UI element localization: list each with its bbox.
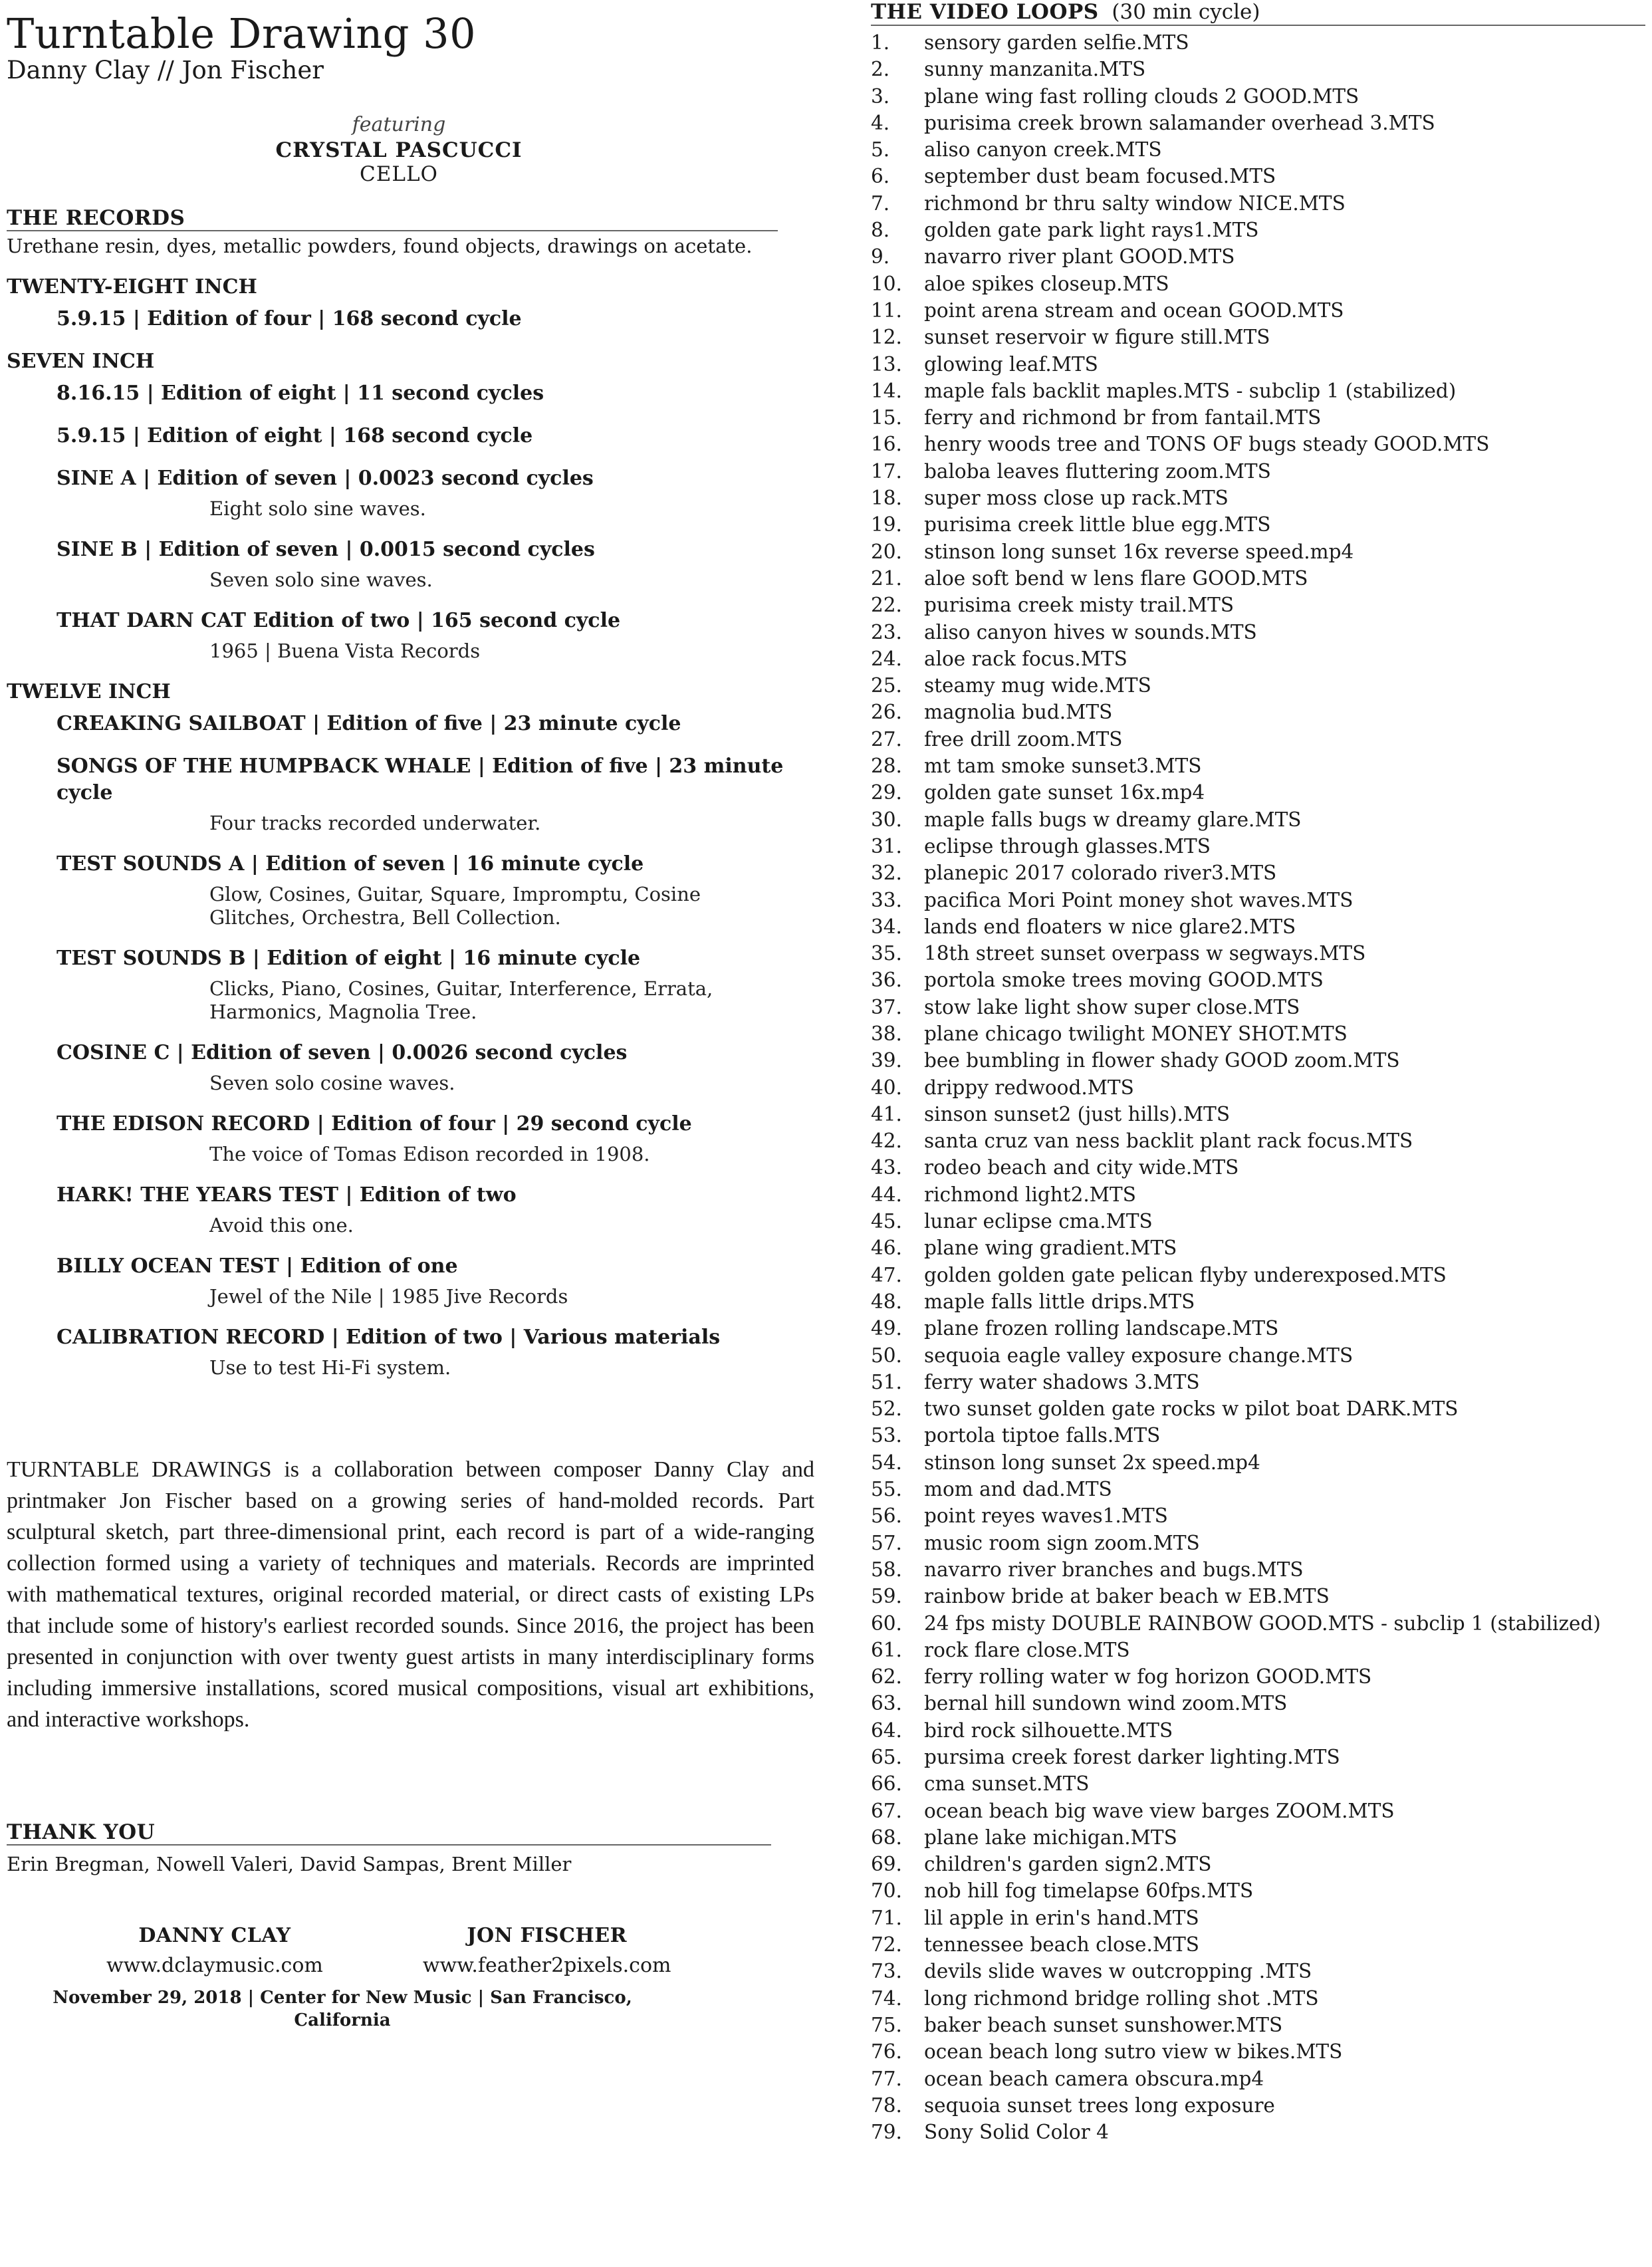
video-loop-number: 37. — [871, 995, 902, 1018]
video-loop-item — [871, 1824, 1645, 1851]
video-loop-filename: stinson long sunset 16x reverse speed.mp4 — [924, 540, 1354, 563]
featuring-instrument: CELLO — [360, 162, 438, 186]
page-title: Turntable Drawing 30 — [7, 9, 477, 58]
video-loop-filename: sinson sunset2 (just hills).MTS — [924, 1102, 1231, 1126]
video-loop-number: 34. — [871, 915, 902, 938]
video-loop-number: 5. — [871, 138, 890, 162]
record-note: Clicks, Piano, Cosines, Guitar, Interference, Errata, Harmonics, Magnolia Tree. — [209, 977, 713, 1023]
video-loop-number: 72. — [871, 1933, 902, 1957]
video-loop-item — [871, 1262, 1645, 1288]
video-loop-item — [871, 271, 1645, 297]
video-loop-filename: sunset reservoir w figure still.MTS — [924, 326, 1270, 349]
video-loop-item — [871, 726, 1645, 753]
video-loop-item — [871, 1905, 1645, 1931]
video-loop-number: 48. — [871, 1290, 902, 1313]
video-loop-filename: music room sign zoom.MTS — [924, 1531, 1200, 1554]
video-loop-filename: sunny manzanita.MTS — [924, 58, 1146, 81]
record-entry: 8.16.15 | Edition of eight | 11 second cycles — [57, 382, 544, 405]
credits — [7, 1923, 678, 1980]
video-loop-filename: free drill zoom.MTS — [924, 727, 1123, 751]
video-loop-filename: richmond br thru salty window NICE.MTS — [924, 191, 1346, 215]
video-loop-item — [871, 565, 1645, 592]
video-loop-item — [871, 1020, 1645, 1047]
video-loop-number: 56. — [871, 1504, 902, 1528]
video-loop-number: 44. — [871, 1183, 902, 1206]
video-loop-item — [871, 243, 1645, 270]
video-loop-number: 59. — [871, 1585, 902, 1608]
video-loop-filename: pacifica Mori Point money shot waves.MTS — [924, 888, 1354, 911]
video-loop-item — [871, 485, 1645, 511]
video-loop-item — [871, 1690, 1645, 1717]
video-loop-number: 66. — [871, 1772, 902, 1796]
record-entry: 5.9.15 | Edition of eight | 168 second cycle — [57, 424, 533, 447]
video-loop-number: 33. — [871, 888, 902, 911]
video-loop-number: 9. — [871, 245, 890, 269]
video-loop-filename: aliso canyon hives w sounds.MTS — [924, 620, 1257, 644]
video-loop-number: 12. — [871, 326, 902, 349]
video-loop-item — [871, 1208, 1645, 1235]
video-loop-item — [871, 779, 1645, 806]
video-loop-item — [871, 1985, 1645, 2012]
video-loop-filename: richmond light2.MTS — [924, 1183, 1136, 1206]
video-loop-item — [871, 29, 1645, 56]
video-loop-item — [871, 511, 1645, 538]
record-entry: SONGS OF THE HUMPBACK WHALE | Edition of five | 23 minute cycle — [57, 755, 784, 804]
record-note: Eight solo sine waves. — [209, 497, 426, 520]
video-loop-number: 24. — [871, 647, 902, 670]
video-loop-number: 3. — [871, 84, 890, 108]
records-list — [7, 274, 814, 1379]
credit-name: JON FISCHER — [467, 1924, 628, 1947]
credit-name: DANNY CLAY — [138, 1924, 291, 1947]
video-loop-filename: lil apple in erin's hand.MTS — [924, 1906, 1199, 1929]
video-loop-item — [871, 1101, 1645, 1128]
video-loop-number: 35. — [871, 942, 902, 965]
video-loop-number: 55. — [871, 1478, 902, 1501]
video-loop-filename: cma sunset.MTS — [924, 1772, 1090, 1796]
video-loop-item — [871, 1181, 1645, 1208]
video-loop-filename: plane wing gradient.MTS — [924, 1237, 1177, 1260]
video-loop-item — [871, 297, 1645, 324]
video-loop-filename: ferry rolling water w fog horizon GOOD.MTS — [924, 1665, 1372, 1689]
video-loop-number: 62. — [871, 1665, 902, 1689]
video-loop-filename: navarro river plant GOOD.MTS — [924, 245, 1235, 269]
video-loop-item — [871, 163, 1645, 189]
video-loop-filename: steamy mug wide.MTS — [924, 674, 1151, 697]
credit-jon-fischer — [423, 1923, 671, 1980]
video-loop-number: 15. — [871, 406, 902, 429]
video-loop-filename: nob hill fog timelapse 60fps.MTS — [924, 1879, 1254, 1903]
video-loop-number: 57. — [871, 1531, 902, 1554]
video-loop-item — [871, 940, 1645, 967]
record-note: Glow, Cosines, Guitar, Square, Impromptu, Cosine Glitches, Orchestra, Bell Collection. — [209, 883, 701, 929]
video-loop-item — [871, 458, 1645, 485]
record-entry: CREAKING SAILBOAT | Edition of five | 23 minute cycle — [57, 712, 681, 735]
video-loop-item — [871, 1449, 1645, 1476]
record-entry: BILLY OCEAN TEST | Edition of one — [57, 1254, 458, 1278]
video-loop-item — [871, 56, 1645, 82]
video-loop-number: 39. — [871, 1049, 902, 1072]
video-loop-item — [871, 1663, 1645, 1690]
video-loop-item — [871, 1288, 1645, 1315]
video-loop-item — [871, 1342, 1645, 1369]
video-loop-number: 77. — [871, 2067, 902, 2090]
record-entry: 5.9.15 | Edition of four | 168 second cycle — [57, 307, 522, 330]
video-loop-item — [871, 672, 1645, 699]
video-loop-number: 20. — [871, 540, 902, 563]
video-loop-item — [871, 2092, 1645, 2119]
video-loop-item — [871, 887, 1645, 913]
video-loop-filename: drippy redwood.MTS — [924, 1076, 1134, 1099]
record-entry: CALIBRATION RECORD | Edition of two | Various materials — [57, 1326, 721, 1349]
video-loop-number: 19. — [871, 513, 902, 537]
thanks-names: Erin Bregman, Nowell Valeri, David Sampas, Brent Miller — [7, 1853, 572, 1875]
video-loop-item — [871, 967, 1645, 993]
featuring-name: CRYSTAL PASCUCCI — [275, 138, 523, 162]
video-loop-filename: point arena stream and ocean GOOD.MTS — [924, 298, 1344, 322]
video-loop-number: 21. — [871, 566, 902, 590]
video-loop-item — [871, 404, 1645, 431]
record-entry: TEST SOUNDS B | Edition of eight | 16 minute cycle — [57, 947, 641, 970]
video-loop-item — [871, 431, 1645, 457]
record-size-heading: TWENTY-EIGHT INCH — [7, 275, 257, 298]
video-loop-item — [871, 1235, 1645, 1261]
record-note: Four tracks recorded underwater. — [209, 812, 541, 834]
video-loop-number: 61. — [871, 1638, 902, 1661]
video-loop-item — [871, 1958, 1645, 1984]
video-loop-number: 65. — [871, 1746, 902, 1768]
video-loop-number: 42. — [871, 1130, 902, 1153]
video-loop-number: 27. — [871, 727, 902, 751]
video-loop-number: 13. — [871, 352, 902, 376]
video-loop-item — [871, 2038, 1645, 2065]
video-loop-item — [871, 1476, 1645, 1502]
authors: Danny Clay // Jon Fischer — [7, 56, 324, 84]
video-loop-filename: aloe rack focus.MTS — [924, 647, 1127, 670]
video-loop-number: 4. — [871, 111, 890, 134]
video-loop-filename: bee bumbling in flower shady GOOD zoom.MTS — [924, 1049, 1400, 1072]
video-loop-filename: purisima creek misty trail.MTS — [924, 594, 1235, 617]
video-loop-number: 1. — [871, 31, 890, 54]
video-loop-filename: plane chicago twilight MONEY SHOT.MTS — [924, 1022, 1348, 1045]
video-loop-number: 74. — [871, 1986, 902, 2010]
video-loop-number: 11. — [871, 298, 902, 322]
video-loop-item — [871, 110, 1645, 136]
video-loop-number: 46. — [871, 1237, 902, 1260]
video-loop-filename: golden golden gate pelican flyby underexposed.MTS — [924, 1263, 1447, 1286]
video-loop-filename: plane frozen rolling landscape.MTS — [924, 1317, 1279, 1340]
video-loop-filename: maple fals backlit maples.MTS - subclip 1 (stabilized) — [924, 379, 1457, 402]
video-loop-item — [871, 83, 1645, 110]
video-loop-filename: magnolia bud.MTS — [924, 701, 1113, 724]
video-loop-filename: sequoia sunset trees long exposure — [924, 2093, 1275, 2117]
video-loop-number: 10. — [871, 272, 902, 295]
video-loop-number: 52. — [871, 1397, 902, 1421]
record-entry: HARK! THE YEARS TEST | Edition of two — [57, 1183, 517, 1207]
project-description: TURNTABLE DRAWINGS is a collaboration between composer Danny Clay and printmaker Jon Fischer based on a growing series of hand-molded records. Part sculptural sketch, part three-dimensional print, each record is part of a wide-ranging collection formed using a variety of techniques and materials. Records are imprinted with mathematical textures, original recorded material, or direct casts of existing LPs that include some of history's earliest recorded sounds. Since 2016, the project has been presented in conjunction with over twenty guest artists in many interdisciplinary forms including immersive installations, scored musical compositions, visual art exhibitions, and interactive workshops. — [7, 1457, 814, 1732]
video-loop-filename: rodeo beach and city wide.MTS — [924, 1156, 1239, 1179]
video-loop-number: 31. — [871, 834, 902, 858]
record-note: Seven solo cosine waves. — [209, 1072, 455, 1094]
loops-cycle: (30 min cycle) — [1112, 0, 1260, 24]
video-loop-number: 53. — [871, 1424, 902, 1447]
video-loop-number: 60. — [871, 1611, 902, 1635]
record-note: Use to test Hi-Fi system. — [209, 1356, 451, 1379]
video-loop-filename: mt tam smoke sunset3.MTS — [924, 755, 1202, 778]
video-loop-number: 45. — [871, 1210, 902, 1233]
record-note: Seven solo sine waves. — [209, 568, 433, 591]
video-loop-item — [871, 1851, 1645, 1877]
video-loop-item — [871, 646, 1645, 672]
video-loop-filename: plane wing fast rolling clouds 2 GOOD.MTS — [924, 84, 1359, 108]
video-loop-item — [871, 1530, 1645, 1556]
record-note: Jewel of the Nile | 1985 Jive Records — [209, 1285, 568, 1308]
record-entry: COSINE C | Edition of seven | 0.0026 second cycles — [57, 1041, 628, 1064]
video-loop-number: 16. — [871, 433, 902, 456]
record-size-heading: TWELVE INCH — [7, 680, 171, 703]
video-loop-item — [871, 1744, 1645, 1770]
video-loop-number: 30. — [871, 808, 902, 831]
video-loop-filename: golden gate park light rays1.MTS — [924, 219, 1259, 242]
video-loop-filename: ocean beach long sutro view w bikes.MTS — [924, 2040, 1343, 2064]
video-loop-item — [871, 592, 1645, 618]
event-info: November 29, 2018 | Center for New Music | San Francisco, California — [53, 1988, 632, 2030]
video-loop-filename: tennessee beach close.MTS — [924, 1933, 1199, 1957]
video-loop-number: 41. — [871, 1102, 902, 1126]
records-heading: THE RECORDS — [7, 206, 778, 231]
video-loop-number: 67. — [871, 1799, 902, 1822]
featuring-label: featuring — [352, 113, 446, 136]
video-loop-number: 79. — [871, 2121, 902, 2144]
record-note: 1965 | Buena Vista Records — [209, 640, 481, 662]
video-loop-item — [871, 619, 1645, 646]
video-loop-number: 17. — [871, 459, 902, 483]
video-loop-number: 50. — [871, 1344, 902, 1367]
video-loop-filename: rock flare close.MTS — [924, 1638, 1130, 1661]
thanks-heading: THANK YOU — [7, 1820, 771, 1846]
video-loop-number: 76. — [871, 2040, 902, 2064]
record-size-heading: SEVEN INCH — [7, 350, 155, 373]
video-loop-item — [871, 190, 1645, 217]
video-loop-filename: henry woods tree and TONS OF bugs steady GOOD.MTS — [924, 433, 1490, 456]
video-loop-filename: baloba leaves fluttering zoom.MTS — [924, 459, 1271, 483]
video-loop-item — [871, 699, 1645, 725]
video-loop-filename: ferry water shadows 3.MTS — [924, 1370, 1200, 1393]
video-loop-number: 68. — [871, 1826, 902, 1849]
record-entry: SINE B | Edition of seven | 0.0015 second cycles — [57, 538, 595, 561]
video-loop-item — [871, 2012, 1645, 2038]
video-loop-number: 63. — [871, 1692, 902, 1715]
video-loop-number: 6. — [871, 165, 890, 188]
video-loop-filename: glowing leaf.MTS — [924, 352, 1098, 376]
video-loop-item — [871, 753, 1645, 779]
video-loop-item — [871, 860, 1645, 886]
video-loop-filename: ocean beach big wave view barges ZOOM.MTS — [924, 1799, 1395, 1822]
video-loop-filename: september dust beam focused.MTS — [924, 165, 1276, 188]
video-loop-number: 75. — [871, 2013, 902, 2036]
video-loop-filename: children's garden sign2.MTS — [924, 1853, 1212, 1876]
video-loop-filename: sequoia eagle valley exposure change.MTS — [924, 1344, 1354, 1367]
video-loop-filename: Sony Solid Color 4 — [924, 2121, 1109, 2144]
video-loop-number: 64. — [871, 1719, 902, 1742]
video-loop-number: 28. — [871, 755, 902, 778]
video-loop-number: 70. — [871, 1879, 902, 1903]
video-loop-filename: aliso canyon creek.MTS — [924, 138, 1162, 162]
loops-heading — [871, 0, 1645, 26]
video-loop-filename: purisima creek little blue egg.MTS — [924, 513, 1271, 537]
video-loop-number: 23. — [871, 620, 902, 644]
video-loop-item — [871, 1074, 1645, 1101]
video-loop-filename: maple falls bugs w dreamy glare.MTS — [924, 808, 1302, 831]
video-loop-filename: maple falls little drips.MTS — [924, 1290, 1195, 1313]
video-loop-item — [871, 2066, 1645, 2092]
video-loop-item — [871, 833, 1645, 860]
video-loop-item — [871, 1583, 1645, 1610]
records-materials: Urethane resin, dyes, metallic powders, found objects, drawings on acetate. — [7, 235, 753, 257]
video-loop-filename: 24 fps misty DOUBLE RAINBOW GOOD.MTS - subclip 1 (stabilized) — [924, 1611, 1601, 1635]
video-loop-number: 73. — [871, 1960, 902, 1983]
record-entry: THAT DARN CAT Edition of two | 165 second cycle — [57, 609, 621, 632]
video-loop-number: 54. — [871, 1451, 902, 1474]
credit-url[interactable]: www.feather2pixels.com — [422, 1954, 671, 1977]
video-loop-item — [871, 1877, 1645, 1904]
video-loop-filename: lands end floaters w nice glare2.MTS — [924, 915, 1296, 938]
featuring-block — [7, 112, 791, 186]
loops-title: THE VIDEO LOOPS — [871, 0, 1099, 24]
video-loop-number: 78. — [871, 2093, 902, 2117]
video-loop-filename: ferry and richmond br from fantail.MTS — [924, 406, 1322, 429]
video-loop-filename: two sunset golden gate rocks w pilot boat DARK.MTS — [924, 1397, 1459, 1421]
video-loop-list — [871, 29, 1645, 2145]
video-loop-item — [871, 1931, 1645, 1958]
video-loop-item — [871, 217, 1645, 243]
video-loop-filename: mom and dad.MTS — [924, 1478, 1112, 1501]
video-loop-item — [871, 1637, 1645, 1663]
video-loop-number: 2. — [871, 58, 890, 81]
video-loop-item — [871, 1502, 1645, 1529]
video-loop-number: 40. — [871, 1076, 902, 1099]
video-loop-filename: golden gate sunset 16x.mp4 — [924, 781, 1205, 804]
video-loop-number: 14. — [871, 379, 902, 402]
video-loop-filename: navarro river branches and bugs.MTS — [924, 1558, 1304, 1581]
record-entry: TEST SOUNDS A | Edition of seven | 16 minute cycle — [57, 852, 644, 876]
video-loop-filename: santa cruz van ness backlit plant rack focus.MTS — [924, 1130, 1413, 1153]
video-loop-filename: plane lake michigan.MTS — [924, 1826, 1177, 1849]
video-loop-item — [871, 351, 1645, 378]
video-loop-item — [871, 2119, 1645, 2145]
credit-danny-clay — [106, 1923, 323, 1980]
video-loop-filename: rainbow bride at baker beach w EB.MTS — [924, 1585, 1330, 1608]
video-loop-item — [871, 1717, 1645, 1744]
video-loop-filename: aloe soft bend w lens flare GOOD.MTS — [924, 566, 1308, 590]
video-loop-filename: ocean beach camera obscura.mp4 — [924, 2067, 1264, 2090]
video-loop-item — [871, 913, 1645, 940]
video-loop-number: 58. — [871, 1558, 902, 1581]
video-loop-filename: stinson long sunset 2x speed.mp4 — [924, 1451, 1260, 1474]
video-loop-number: 7. — [871, 191, 890, 215]
video-loop-number: 51. — [871, 1370, 902, 1393]
video-loop-filename: portola tiptoe falls.MTS — [924, 1424, 1161, 1447]
video-loop-number: 49. — [871, 1317, 902, 1340]
video-loop-number: 71. — [871, 1906, 902, 1929]
video-loop-number: 25. — [871, 674, 902, 697]
video-loop-number: 18. — [871, 487, 902, 510]
video-loop-item — [871, 1047, 1645, 1074]
video-loop-item — [871, 1610, 1645, 1637]
video-loop-item — [871, 1556, 1645, 1583]
video-loop-item — [871, 1154, 1645, 1181]
record-entry: THE EDISON RECORD | Edition of four | 29 second cycle — [57, 1112, 692, 1135]
credit-url[interactable]: www.dclaymusic.com — [106, 1954, 323, 1977]
video-loop-filename: 18th street sunset overpass w segways.MTS — [924, 942, 1366, 965]
video-loop-item — [871, 1798, 1645, 1824]
record-entry: SINE A | Edition of seven | 0.0023 second cycles — [57, 467, 594, 490]
video-loop-item — [871, 378, 1645, 404]
video-loop-filename: pursima creek forest darker lighting.MTS — [924, 1746, 1340, 1768]
video-loop-filename: portola smoke trees moving GOOD.MTS — [924, 969, 1324, 992]
video-loop-filename: sensory garden selfie.MTS — [924, 31, 1189, 54]
video-loop-number: 32. — [871, 862, 902, 885]
video-loop-item — [871, 806, 1645, 833]
video-loop-item — [871, 994, 1645, 1020]
video-loop-number: 29. — [871, 781, 902, 804]
video-loop-filename: aloe spikes closeup.MTS — [924, 272, 1169, 295]
video-loop-item — [871, 1422, 1645, 1449]
video-loop-item — [871, 1369, 1645, 1395]
video-loop-filename: devils slide waves w outcropping .MTS — [924, 1960, 1312, 1983]
video-loop-filename: long richmond bridge rolling shot .MTS — [924, 1986, 1319, 2010]
video-loop-item — [871, 1770, 1645, 1797]
right-column — [871, 0, 1645, 2145]
video-loop-filename: super moss close up rack.MTS — [924, 487, 1229, 510]
video-loop-number: 38. — [871, 1022, 902, 1045]
left-column — [7, 9, 814, 2032]
video-loop-filename: bernal hill sundown wind zoom.MTS — [924, 1692, 1288, 1715]
video-loop-filename: eclipse through glasses.MTS — [924, 834, 1211, 858]
video-loop-filename: stow lake light show super close.MTS — [924, 995, 1300, 1018]
video-loop-item — [871, 1315, 1645, 1342]
video-loop-number: 47. — [871, 1263, 902, 1286]
video-loop-item — [871, 324, 1645, 350]
video-loop-number: 69. — [871, 1853, 902, 1876]
video-loop-filename: baker beach sunset sunshower.MTS — [924, 2013, 1283, 2036]
video-loop-number: 26. — [871, 701, 902, 724]
video-loop-item — [871, 136, 1645, 163]
video-loop-item — [871, 538, 1645, 565]
video-loop-filename: planepic 2017 colorado river3.MTS — [924, 862, 1277, 885]
record-note: The voice of Tomas Edison recorded in 1908. — [209, 1143, 650, 1165]
video-loop-filename: point reyes waves1.MTS — [924, 1504, 1168, 1528]
video-loop-number: 43. — [871, 1156, 902, 1179]
video-loop-item — [871, 1395, 1645, 1422]
video-loop-number: 22. — [871, 594, 902, 617]
video-loop-item — [871, 1128, 1645, 1154]
video-loop-filename: lunar eclipse cma.MTS — [924, 1210, 1153, 1233]
video-loop-number: 36. — [871, 969, 902, 992]
video-loop-filename: bird rock silhouette.MTS — [924, 1719, 1173, 1742]
record-note: Avoid this one. — [209, 1214, 354, 1237]
video-loop-filename: purisima creek brown salamander overhead 3.MTS — [924, 111, 1435, 134]
video-loop-number: 8. — [871, 219, 890, 242]
